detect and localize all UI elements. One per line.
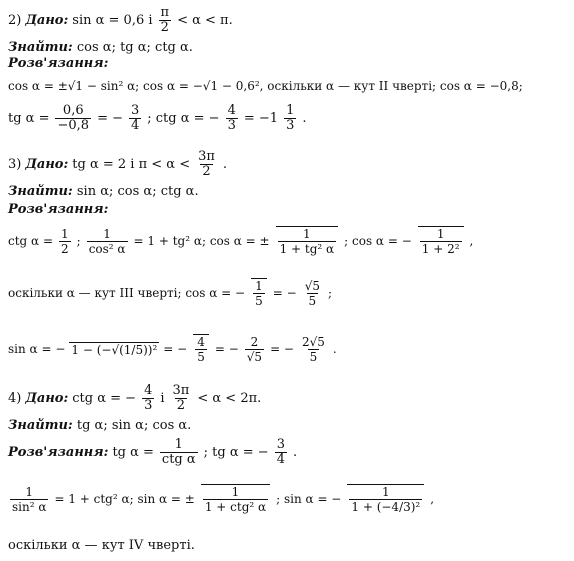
p4-root-fraction: $\frac{1}{\text{1 + ctg² α}}$	[201, 484, 270, 514]
p3-solution-label: Розв'язання:	[8, 202, 109, 217]
p2-find-label: Знайти:	[8, 40, 73, 55]
p4-cond-frac: $\frac{3\pi}{2}$	[172, 383, 190, 413]
p4-root-fraction-2: $\frac{1}{\text{1 + (−4/3)²}}$	[347, 484, 424, 514]
p4-find-label: Знайти:	[8, 418, 73, 433]
p4-given-frac: $\frac{4}{3}$	[144, 383, 153, 413]
p3-frac-root5: $\frac{√5}{5}$	[304, 278, 320, 308]
p2-given-line	[8, 6, 233, 35]
p4-solution-first: Розв'язання: tg α = $\frac{1}{\text{ctg α}}$ ; tg α = − $\frac{3}{4}$ .	[8, 437, 298, 467]
p2-given-label: Дано:	[25, 13, 69, 28]
p4-solution-label: Розв'язання:	[8, 445, 109, 460]
p4-given-line: 4) Дано: ctg α = − $\frac{4}{3}$ і $\frac{3\pi}{2}$ < α < 2π.	[8, 383, 262, 413]
p4-solution-line2: оскільки α — кут IV чверті.	[8, 538, 195, 553]
p3-solution-line1: ctg α = $\frac{1}{2}$ ; $\frac{1}{\text{cos² α}}$ = 1 + tg² α; cos α = ± $\frac{1}{\text{1 + tg² α}}$ ; cos α = − $\frac{1}{\text{1 + 2²}}$ ,	[8, 226, 474, 256]
p4-solution-line1: $\frac{1}{\text{sin² α}}$ = 1 + ctg² α; sin α = ± $\frac{1}{\text{1 + ctg² α}}$ ; sin α = − $\frac{1}{\text{1 + (−4/3)²}}$ ,	[12, 484, 435, 514]
p3-solution-line2: оскільки α — кут III чверті; cos α = − $\frac{1}{5}$ = − $\frac{√5}{5}$ ;	[8, 278, 333, 308]
p3-given-line: 3) Дано: tg α = 2 і π < α < $\frac{3\pi}{2}$ .	[8, 149, 228, 179]
p2-solution-line2: tg α = $\frac{0,6}{-0,8}$ = − $\frac{3}{4}$ ; ctg α = − $\frac{4}{3}$ = −1 $\frac{1}{3}$ .	[8, 103, 307, 133]
p2-solution-line1: cos α = ±√1 − sin² α; cos α = −√1 − 0,6², оскільки α — кут II чверті; cos α = −0,8;	[8, 79, 523, 93]
p3-solution-line3: sin α = − 1 − (−√(1/5))² = − $\frac{4}{5}$ = − $\frac{2}{√5}$ = − $\frac{2√5}{5}$ .	[8, 334, 337, 364]
p3-given-label: Дано:	[25, 157, 69, 172]
p3-number: 3)	[8, 157, 22, 172]
p3-root-one-fifth: $\frac{1}{5}$	[251, 278, 267, 308]
p3-frac-result: $\frac{2√5}{5}$	[302, 334, 325, 364]
p3-cond-fraction: $\frac{3\pi}{2}$	[198, 149, 215, 179]
p4-frac-tg: $\frac{1}{\text{ctg α}}$	[161, 437, 196, 467]
p3-root-four-fifths: $\frac{4}{5}$	[193, 334, 209, 364]
p2-cond-tail: < α < π.	[177, 13, 233, 28]
p4-frac-sin2: $\frac{1}{\text{sin² α}}$	[12, 484, 47, 514]
p2-frac-ctg: $\frac{4}{3}$	[227, 103, 236, 133]
p3-given-text: tg α = 2 і π < α <	[72, 157, 191, 172]
p2-frac-tg-result: $\frac{3}{4}$	[130, 103, 140, 133]
p3-find-text: sin α; cos α; ctg α.	[76, 184, 199, 199]
p3-root-fraction: $\frac{1}{\text{1 + tg² α}}$	[276, 226, 339, 256]
p3-frac-ctg: $\frac{1}{2}$	[61, 226, 69, 256]
p3-frac-2-root5: $\frac{2}{√5}$	[246, 334, 263, 364]
p2-cond-fraction: $\frac{\pi}{2}$	[160, 5, 170, 35]
p2-solution-label: Розв'язання:	[8, 56, 109, 71]
p2-given-text: sin α = 0,6 і	[72, 13, 153, 28]
p2-find-line	[8, 40, 193, 56]
p2-frac-mixed: $\frac{1}{3}$	[286, 103, 295, 133]
p3-big-root: 1 − (−√(1/5))²	[71, 342, 158, 357]
p4-frac-tg-result: $\frac{3}{4}$	[276, 437, 285, 467]
p4-find-text: tg α; sin α; cos α.	[76, 418, 192, 433]
p3-find-label: Знайти:	[8, 184, 73, 199]
p2-find-text: cos α; tg α; ctg α.	[76, 40, 193, 55]
p3-frac-cos2: $\frac{1}{\text{cos² α}}$	[88, 226, 126, 256]
p4-find-line	[8, 418, 191, 434]
p2-frac-tg: $\frac{0,6}{-0,8}$	[57, 103, 90, 133]
p4-given-label: Дано:	[25, 391, 69, 406]
p3-find-line	[8, 184, 199, 200]
p4-number: 4)	[8, 391, 22, 406]
p3-root-fraction-2: $\frac{1}{\text{1 + 2²}}$	[418, 226, 464, 256]
p2-number: 2)	[8, 13, 22, 28]
